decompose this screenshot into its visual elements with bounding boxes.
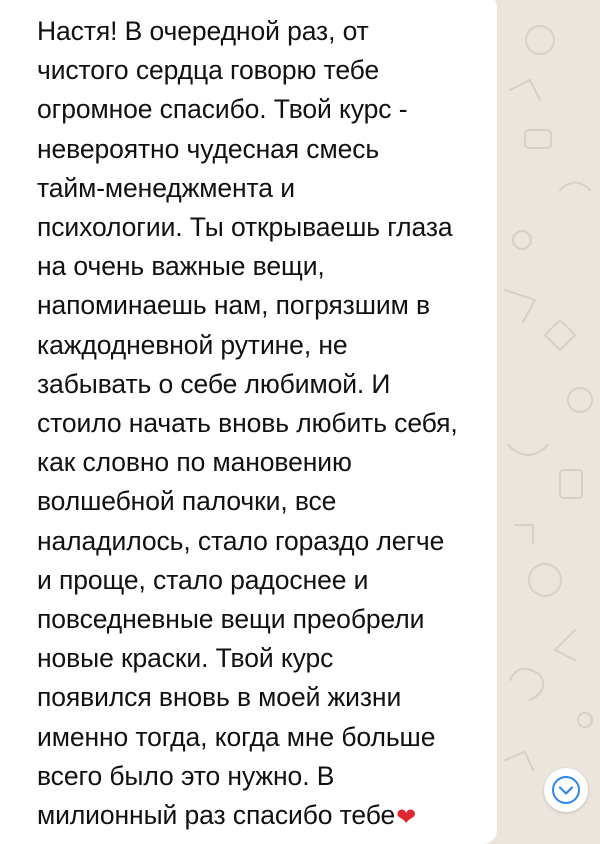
chevron-down-circle-icon	[551, 775, 581, 805]
scroll-to-bottom-button[interactable]	[544, 768, 588, 812]
red-heart-icon: ❤	[396, 804, 417, 832]
message-text	[37, 12, 483, 836]
message-body: Настя! В очередной раз, от чистого сердца говорю тебе огромное спасибо. Твой курс - невероятно чудесная смесь тайм-менеджмента и психологии. Ты открываешь глаза на очень важные вещи, напоминаешь нам, погрязшим в каждодневной рутине, не забывать о себе любимой. И стоило начать вновь любить себя, как словно по мановению волшебной палочки, все наладилось, стало гораздо легче и проще, стало радоснее и повседневные вещи преобрели новые краски. Твой курс появился вновь в моей жизни именно тогда, когда мне больше всего было это нужно. В милионный раз спасибо тебе	[37, 16, 458, 831]
